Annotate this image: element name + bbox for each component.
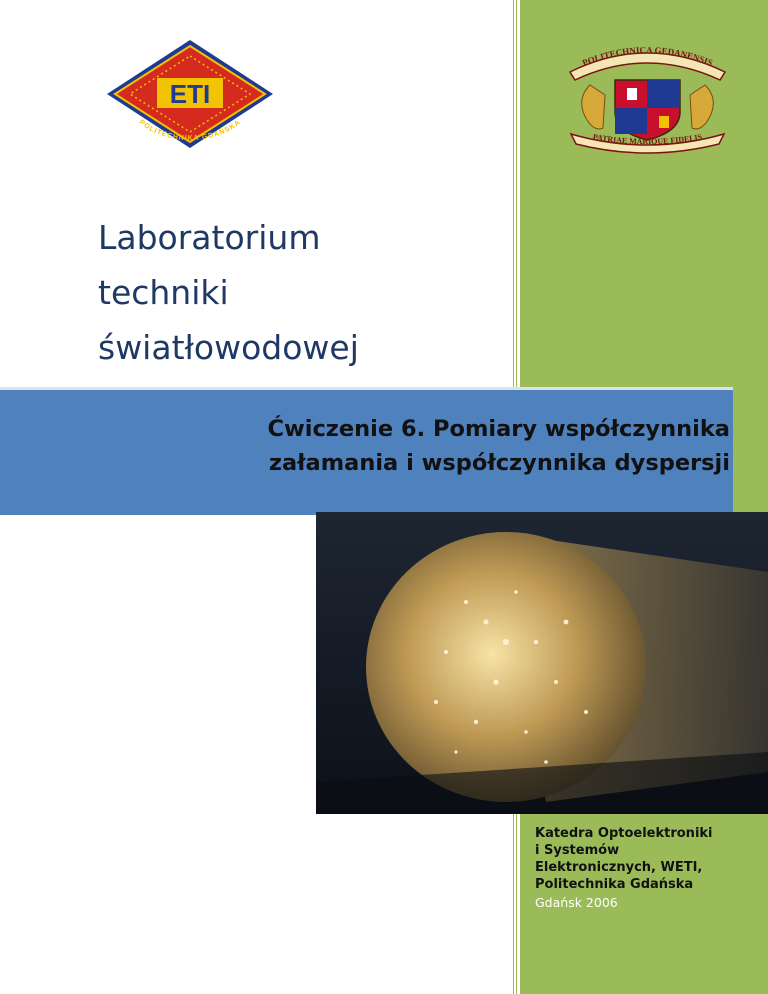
title-line: Laboratorium xyxy=(98,218,321,257)
place-and-year: Gdańsk 2006 xyxy=(535,895,618,910)
svg-text:ETI: ETI xyxy=(169,79,211,109)
document-title xyxy=(98,210,498,375)
svg-text:POLITECHNICA GEDANENSIS: POLITECHNICA GEDANENSIS xyxy=(580,44,715,68)
eti-logo xyxy=(105,38,275,150)
organization-line: Katedra Optoelektroniki xyxy=(535,826,713,841)
title-line: światłowodowej xyxy=(98,328,359,367)
svg-text:PATRIAE MARIQUE FIDELIS: PATRIAE MARIQUE FIDELIS xyxy=(592,132,703,147)
title-line: techniki xyxy=(98,273,229,312)
exercise-title-line: Ćwiczenie 6. Pomiary współczynnika xyxy=(267,416,730,442)
exercise-title xyxy=(110,412,730,480)
fiber-bundle-photo xyxy=(316,512,768,814)
organization-line: Politechnika Gdańska xyxy=(535,877,694,892)
svg-text:POLITECHNIKA GDAŃSKA: POLITECHNIKA GDAŃSKA xyxy=(137,118,243,143)
organization-line: Elektronicznych, WETI, xyxy=(535,860,703,875)
university-crest xyxy=(565,40,730,155)
organization-block xyxy=(535,825,750,911)
exercise-title-line: załamania i współczynnika dyspersji xyxy=(268,450,730,476)
organization-line: i Systemów xyxy=(535,843,620,858)
